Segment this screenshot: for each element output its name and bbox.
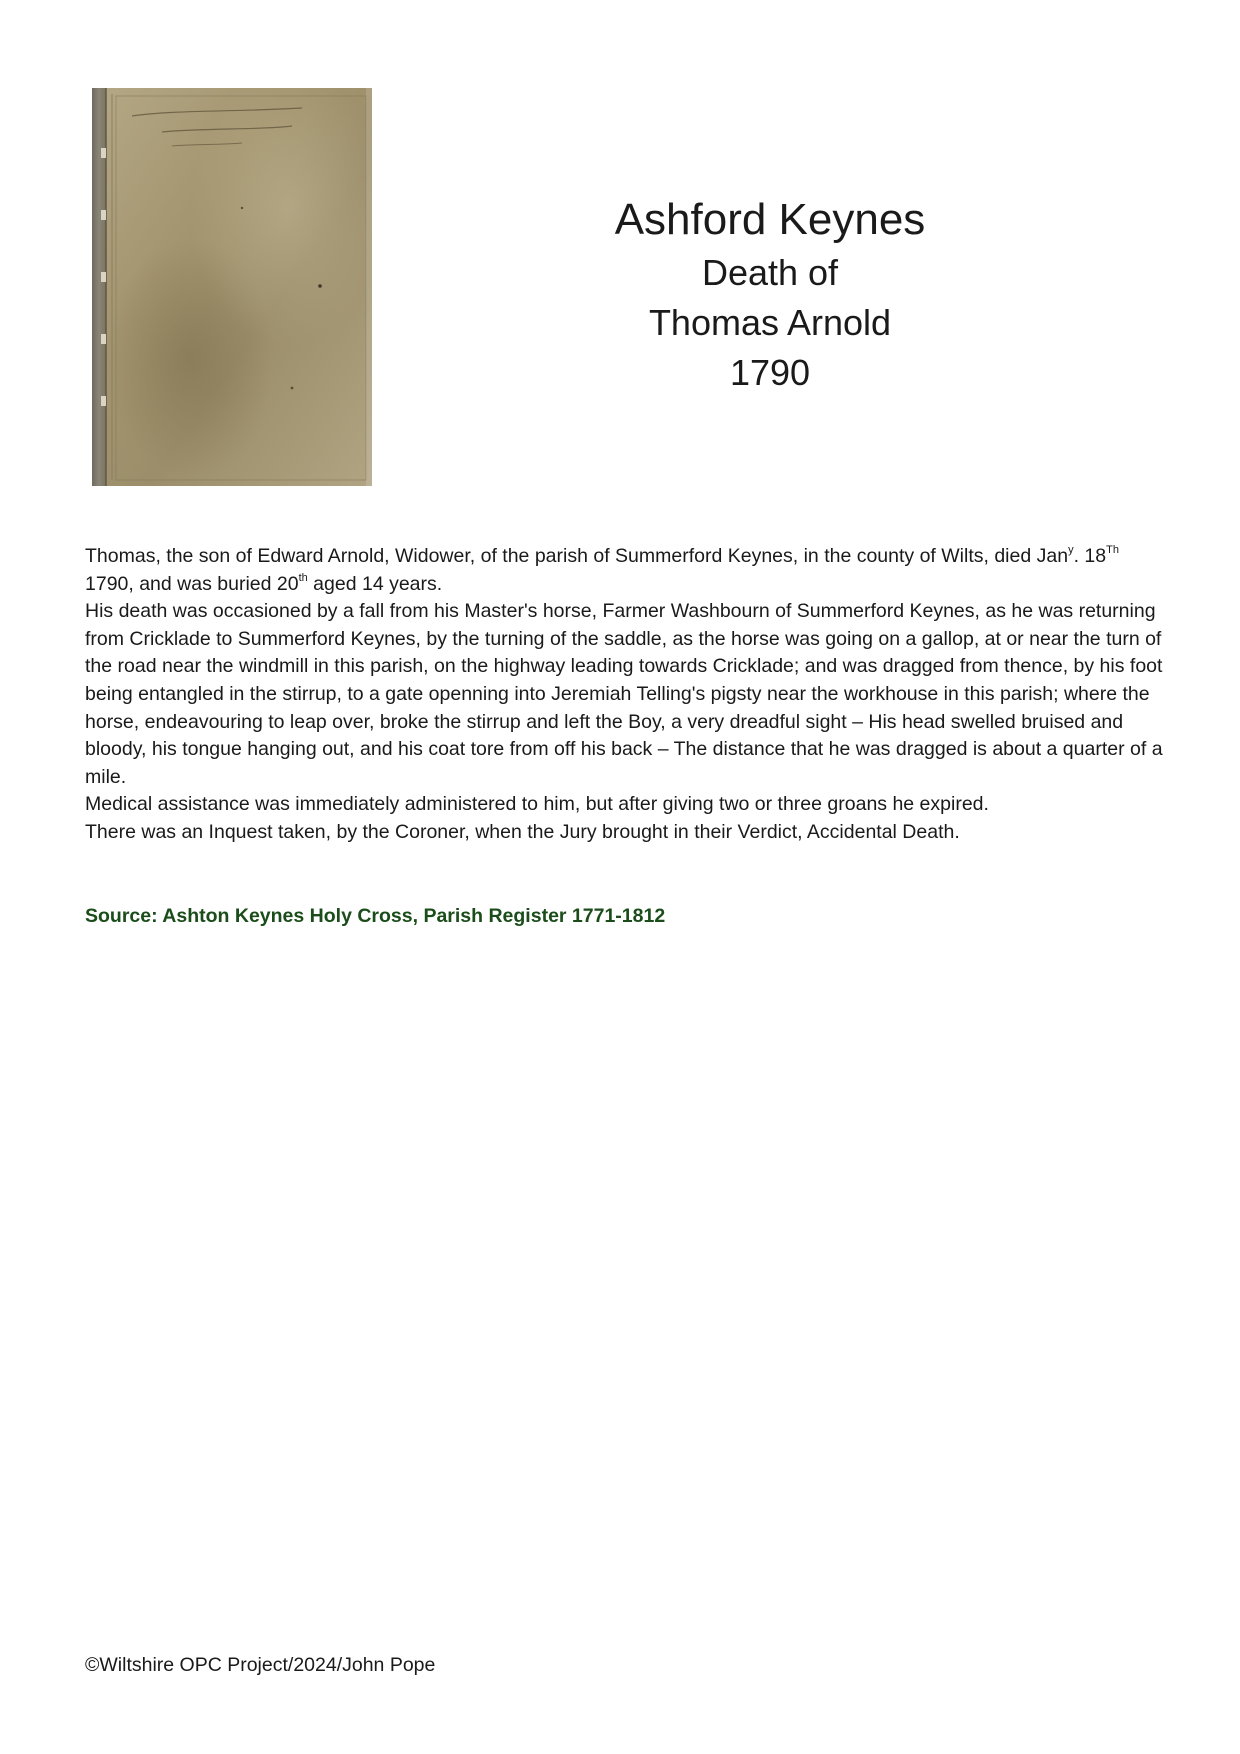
- intro-text-a: Thomas, the son of Edward Arnold, Widower, of the parish of Summerford Keynes, in the county of Wilts, died Jan: [85, 545, 1069, 567]
- paragraph-inquest: There was an Inquest taken, by the Coroner, when the Jury brought in their Verdict, Accidental Death.: [85, 820, 960, 843]
- source-citation: Source: Ashton Keynes Holy Cross, Parish Register 1771-1812: [85, 905, 666, 927]
- title-death-of: Death of: [701, 252, 839, 293]
- paragraph-intro: [85, 543, 1165, 598]
- intro-text-b: . 18: [1073, 545, 1107, 567]
- document-title: [560, 192, 980, 398]
- superscript-jan: y: [1068, 544, 1074, 556]
- superscript-th: Th: [1106, 544, 1119, 556]
- parish-register-book-cover: [92, 88, 372, 486]
- superscript-th-buried: th: [298, 571, 308, 584]
- paragraph-cause: His death was occasioned by a fall from his Master's horse, Farmer Washbourn of Summerford Keynes, as he was returning from Cricklade to Summerford Keynes, by the turning of the saddle, as the horse was going on a gallop, at or near the turn of the road near the windmill in this parish, on the highway leading towards Cricklade; and was dragged from thence, by his foot being entangled in the stirrup, to a gate openning into Jeremiah Telling's pigsty near the workhouse in this parish; where the horse, endeavouring to leap over, broke the stirrup and left the Boy, a very dreadful sight – His head swelled bruised and bloody, his tongue hanging out, and his coat tore from off his back – The distance that he was dragged is about a quarter of a mile.: [85, 600, 1163, 788]
- paragraph-medical: Medical assistance was immediately administered to him, but after giving two or three groans he expired.: [85, 793, 989, 816]
- book-cover-illustration: [92, 88, 372, 486]
- transcription-body: [85, 543, 1165, 847]
- copyright-footer: ©Wiltshire OPC Project/2024/John Pope: [85, 1654, 436, 1676]
- intro-text-c: 1790, and was buried 20: [85, 572, 299, 595]
- title-place: Ashford Keynes: [614, 195, 926, 244]
- title-name: Thomas Arnold: [648, 302, 892, 343]
- title-year: 1790: [729, 352, 811, 393]
- intro-text-d: aged 14 years.: [307, 572, 443, 595]
